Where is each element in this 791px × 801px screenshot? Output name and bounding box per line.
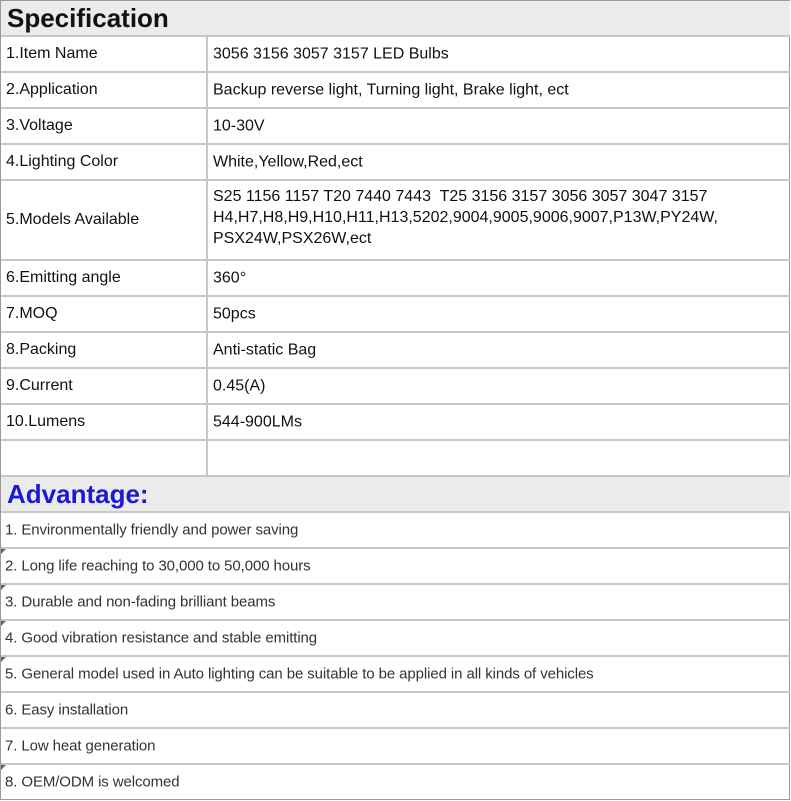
spec-label-cell xyxy=(1,369,208,403)
spec-value-cell xyxy=(213,297,786,331)
advantage-text: 6. Easy installation xyxy=(5,701,129,719)
spec-label-cell xyxy=(1,73,208,107)
spec-row xyxy=(1,333,790,369)
advantage-text: 3. Durable and non-fading brilliant beams xyxy=(5,593,276,611)
spec-value: 50pcs xyxy=(213,305,256,323)
spec-label: 5.Models Available xyxy=(6,211,140,228)
specification-header xyxy=(1,1,790,37)
spec-label-cell xyxy=(1,145,208,179)
spec-label: 6.Emitting angle xyxy=(6,269,121,286)
spec-row xyxy=(1,369,790,405)
advantage-text: 5. General model used in Auto lighting can be suitable to be applied in all kinds of vehicles xyxy=(5,665,594,683)
advantage-item xyxy=(1,621,790,657)
spec-row xyxy=(1,73,790,109)
advantage-text: 4. Good vibration resistance and stable emitting xyxy=(5,629,318,647)
spec-row xyxy=(1,405,790,441)
spec-label-cell xyxy=(1,441,208,475)
spec-label: 4.Lighting Color xyxy=(6,153,119,170)
spec-label-cell xyxy=(1,181,208,259)
cell-marker-icon xyxy=(1,549,6,554)
spec-value: White,Yellow,Red,ect xyxy=(213,153,363,171)
spec-value-cell xyxy=(213,405,786,439)
advantage-item xyxy=(1,657,790,693)
spec-label: 3.Voltage xyxy=(6,117,73,134)
spec-value: 3056 3156 3057 3157 LED Bulbs xyxy=(213,45,449,63)
advantage-text: 1. Environmentally friendly and power saving xyxy=(5,521,299,539)
spec-value: 0.45(A) xyxy=(213,377,266,395)
advantage-item xyxy=(1,549,790,585)
spec-label-cell xyxy=(1,405,208,439)
spec-label-cell xyxy=(1,333,208,367)
advantage-item xyxy=(1,513,790,549)
advantage-title: Advantage: xyxy=(7,479,149,509)
cell-marker-icon xyxy=(1,621,6,626)
cell-marker-icon xyxy=(1,585,6,590)
advantage-item xyxy=(1,765,790,799)
advantage-item xyxy=(1,585,790,621)
spec-row-empty xyxy=(1,441,790,477)
spec-row xyxy=(1,261,790,297)
spec-label-cell xyxy=(1,297,208,331)
spec-label: 2.Application xyxy=(6,81,98,98)
spec-value-cell xyxy=(213,333,786,367)
spec-label-cell xyxy=(1,109,208,143)
spec-value-cell xyxy=(213,73,786,107)
spec-label-cell xyxy=(1,37,208,71)
spec-label: 9.Current xyxy=(6,377,73,394)
advantage-text: 2. Long life reaching to 30,000 to 50,000 hours xyxy=(5,557,311,575)
advantage-item xyxy=(1,693,790,729)
spec-value: 10-30V xyxy=(213,117,265,135)
spec-value: Anti-static Bag xyxy=(213,341,317,359)
spec-label-cell xyxy=(1,261,208,295)
spec-value-cell xyxy=(213,181,786,259)
spec-label: 7.MOQ xyxy=(6,305,58,322)
advantage-item xyxy=(1,729,790,765)
spec-value-cell xyxy=(213,441,786,475)
spec-row xyxy=(1,181,790,261)
advantage-text: 7. Low heat generation xyxy=(5,737,156,755)
advantage-header xyxy=(1,477,790,513)
cell-marker-icon xyxy=(1,765,6,770)
spec-value-cell xyxy=(213,145,786,179)
spec-value: S25 1156 1157 T20 7440 7443 T25 3156 3157 3056 3057 3047 3157 H4,H7,H8,H9,H10,H11,H13,5202,9004,9005,9006,9007,P13W,PY24W, PSX24W,PSX26W,ect xyxy=(213,188,718,247)
spec-label: 1.Item Name xyxy=(6,45,98,62)
cell-marker-icon xyxy=(1,657,6,662)
spec-row xyxy=(1,37,790,73)
spec-value: Backup reverse light, Turning light, Brake light, ect xyxy=(213,81,569,99)
spec-value-cell xyxy=(213,369,786,403)
spec-label: 10.Lumens xyxy=(6,413,86,430)
spec-label: 8.Packing xyxy=(6,341,77,358)
spec-value: 544-900LMs xyxy=(213,413,302,431)
specification-title: Specification xyxy=(7,3,169,33)
spec-value-cell xyxy=(213,261,786,295)
spec-row xyxy=(1,145,790,181)
spec-value: 360° xyxy=(213,269,247,287)
spec-value-cell xyxy=(213,37,786,71)
spec-value-cell xyxy=(213,109,786,143)
spec-row xyxy=(1,297,790,333)
advantage-text: 8. OEM/ODM is welcomed xyxy=(5,773,180,791)
spec-row xyxy=(1,109,790,145)
